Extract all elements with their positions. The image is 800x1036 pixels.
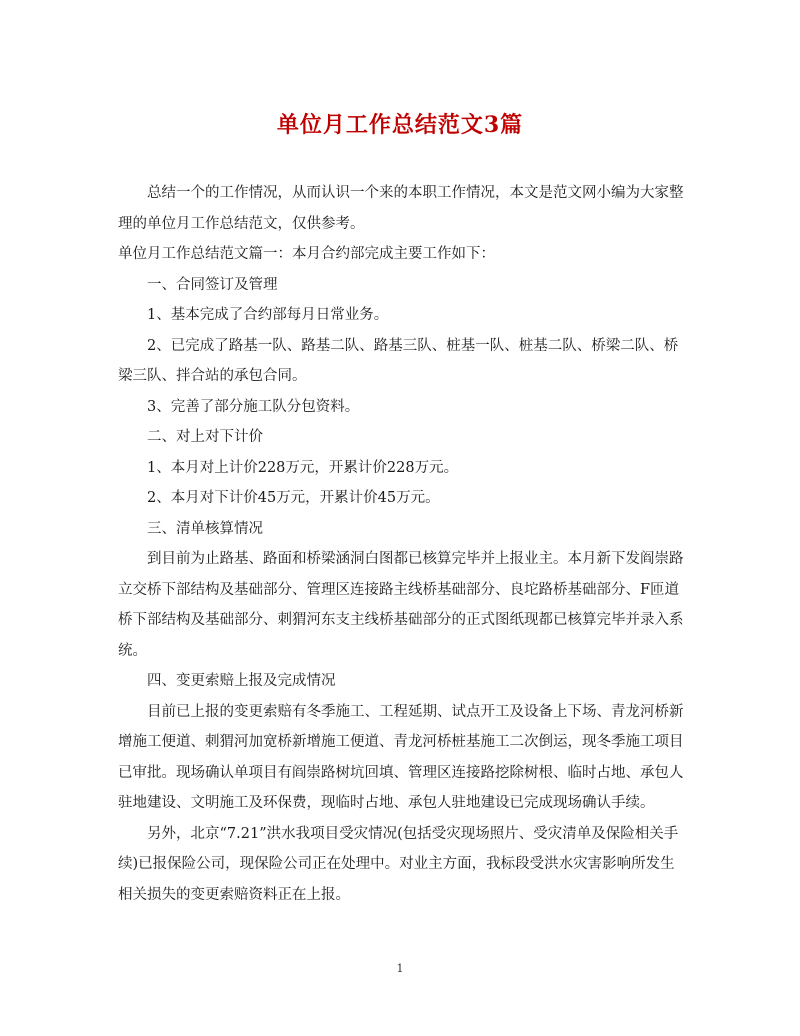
list-item: 2、本月对下计价45万元，开累计价45万元。 [147,490,440,506]
intro-paragraph: 总结一个的工作情况，从而认识一个来的本职工作情况，本文是范文网小编为大家整理的单位月工作总结范文，仅供参考。 [118,185,684,232]
list-item: 1、本月对上计价228万元，开累计价228万元。 [147,459,459,476]
section-heading-3: 三、清单核算情况 [147,520,263,537]
document-title: 单位月工作总结范文3篇 [276,112,524,138]
list-item: 3、完善了部分施工队分包资料。 [147,398,360,415]
section-heading-1: 一、合同签订及管理 [147,276,278,293]
list-item: 2、已完成了路基一队、路基二队、路基三队、桩基一队、桩基二队、桥梁二队、桥梁三队、拌合站的承包合同。 [118,337,679,384]
article-heading-row [118,239,686,270]
article-lead: 本月合约部完成主要工作如下： [292,246,495,262]
article-label: 单位月工作总结范文篇一： [118,246,292,262]
list-item: 1、基本完成了合约部每月日常业务。 [147,307,389,323]
section-4-extra: 另外，北京“7.21”洪水我项目受灾情况(包括受灾现场照片、受灾清单及保险相关手续)已报保险公司，现保险公司正在处理中。对业主方面，我标段受洪水灾害影响所发生相关损失的变更索赔资料正在上报。 [118,825,679,903]
section-heading-2: 二、对上对下计价 [147,429,263,445]
page-number: 1 [396,962,404,975]
section-3-body: 到目前为止路基、路面和桥梁涵洞白图都已核算完毕并上报业主。本月新下发阎崇路立交桥下部结构及基础部分、管理区连接路主线桥基础部分、良坨路桥基础部分、F匝道桥下部结构及基础部分、刺猬河东支主线桥基础部分的正式图纸现都已核算完毕并录入系统。 [118,551,684,659]
section-4-body: 目前已上报的变更索赔有冬季施工、工程延期、试点开工及设备上下场、青龙河桥新增施工便道、刺猬河加宽桥新增施工便道、青龙河桥桩基施工二次倒运，现冬季施工项目已审批。现场确认单项目有阎崇路树坑回填、管理区连接路挖除树根、临时占地、承包人驻地建设、文明施工及环保费，现临时占地、承包人驻地建设已完成现场确认手续。 [118,703,684,811]
document-body [118,178,686,910]
section-heading-4: 四、变更索赔上报及完成情况 [147,673,336,689]
